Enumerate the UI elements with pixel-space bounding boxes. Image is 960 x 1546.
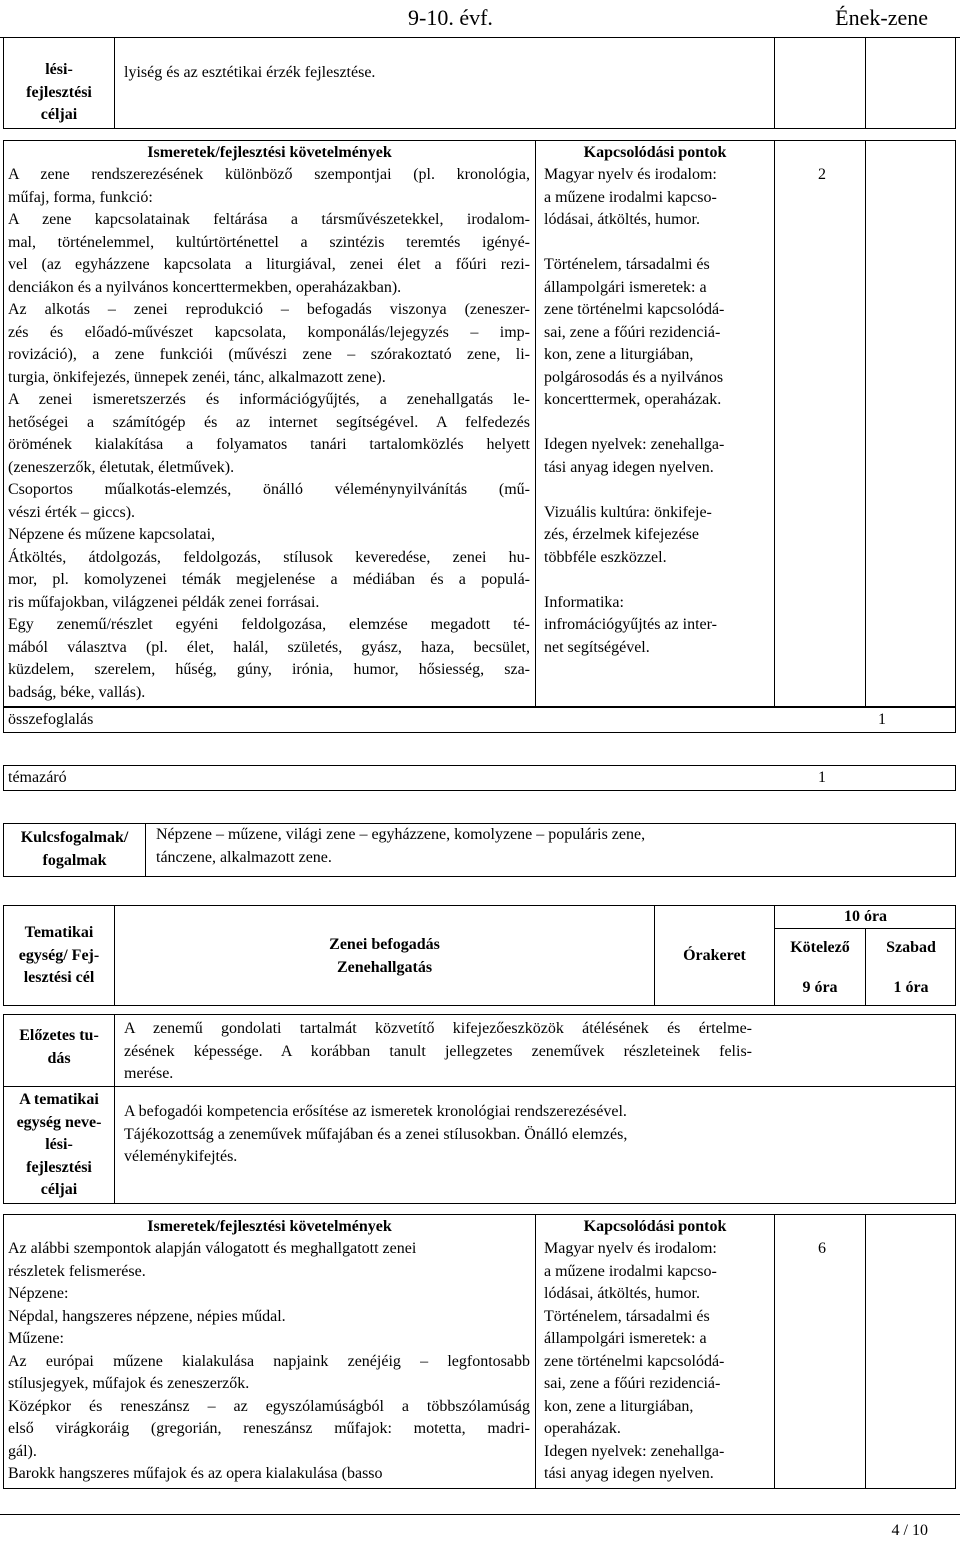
summary-hours: 1	[878, 711, 886, 728]
subject-label: Ének-zene	[835, 5, 928, 30]
mandatory-hours: 9 óra	[802, 979, 838, 996]
mandatory-label: Kötelező	[790, 939, 850, 956]
prior-knowledge-text: A zenemű gondolati tartalmát közvetítő kifejezőeszközök átélésének és értelme- zésének képessége. A korábban tanult jellegzetes zeneművek részleteinek felis- merése.	[124, 1020, 752, 1082]
unit-goals-label: A tematikai egység neve- lési- fejlesztési céljai	[16, 1091, 102, 1198]
keywords-text: Népzene – műzene, világi zene – egyházzene, komolyzene – populáris zene, tánczene, alkalmazott zene.	[156, 826, 646, 866]
prior-knowledge-label: Előzetes tu- dás	[19, 1027, 99, 1067]
grade-label: 9-10. évf.	[408, 5, 493, 30]
links-column-header: Kapcsolódási pontok	[583, 144, 727, 161]
links-text: Magyar nyelv és irodalom: a műzene irodalmi kapcso- lódásai, átköltés, humor. Történelem, társadalmi és állampolgári ismeretek: a zene történelmi kapcsolódá- sai, zene a főúri rezidenciá- kon, zene a liturgiában, polgárosodás és a nyilvános koncerttermek, operaházak. Idegen nyelvek: zenehallga- tási anyag idegen nyelven. Vizuális kultúra: önkifeje- zés, érzelmek kifejezése többféle eszközzel. Informatika: infromációgyűjtés az inter- net segítségével.	[544, 166, 725, 656]
goals-text: lyiség és az esztétikai érzék fejlesztése.	[124, 64, 376, 81]
requirements-column-header: Ismeretek/fejlesztési követelmények	[147, 144, 392, 161]
hour-frame-label: Órakeret	[683, 947, 746, 964]
section-hours: 2	[818, 166, 826, 183]
unit-goals-text: A befogadói kompetencia erősítése az ismeretek kronológiai rendszerezésével. Tájékozottság a zeneművek műfajában és a zenei stílusokban. Önálló elemzés, véleménykifejtés.	[124, 1103, 628, 1165]
free-hours: 1 óra	[893, 979, 929, 996]
links-text-2: Magyar nyelv és irodalom: a műzene irodalmi kapcso- lódásai, átköltés, humor. Történelem, társadalmi és állampolgári ismeretek: a zene történelmi kapcsolódá- sai, zene a főúri rezidenciá- kon, zene a liturgiában, operaházak. Idegen nyelvek: zenehallga- tási anyag idegen nyelven.	[544, 1240, 725, 1482]
free-label: Szabad	[886, 939, 936, 956]
goals-label: lési- fejlesztési céljai	[26, 61, 92, 123]
unit-title: Zenei befogadás Zenehallgatás	[329, 936, 440, 976]
total-hours: 10 óra	[843, 908, 888, 925]
theme-close-label: témazáró	[8, 769, 67, 786]
theme-close-hours: 1	[818, 769, 826, 786]
page-number: 4 / 10	[891, 1522, 928, 1539]
unit-label: Tematikai egység/ Fej- lesztési cél	[18, 924, 100, 986]
summary-label: összefoglalás	[8, 711, 94, 728]
footer-rule	[0, 1514, 960, 1515]
links-column-header-2: Kapcsolódási pontok	[583, 1218, 727, 1235]
keywords-label: Kulcsfogalmak/ fogalmak	[20, 829, 129, 869]
section-hours-2: 6	[818, 1240, 826, 1257]
requirements-text-2: Az alábbi szempontok alapján válogatott és meghallgatott zenei részletek felismerése. Népzene: Népdal, hangszeres népzene, népies műdal. Műzene: Az európai műzene kialakulása napjaink zenéjéig – legfontosabb stílusjegyek, műfajok és zeneszerzők. Középkor és reneszánsz – az egyszólamúságból a többszólamúság első virágkoráig (gregorián, reneszánsz műfajok: motetta, madri- gál). Barokk hangszeres műfajok és az opera kialakulása (basso	[8, 1240, 530, 1482]
requirements-column-header-2: Ismeretek/fejlesztési követelmények	[147, 1218, 392, 1235]
requirements-text: A zene rendszerezésének különböző szempontjai (pl. kronológia, műfaj, forma, funkció: A zene kapcsolatainak feltárása a társművészetekkel, irodalom- mal, történelemmel, kultúrtörténettel a szintézis teremtés igényé- vel (az egyházzene kapcsolata a liturgiával, zenei élet a főúri rezi- denciákon és a nyilvános koncerttermekben, operaházakban). Az alkotás – zenei reprodukció – befogadás viszonya (zeneszer- zés és előadó-művészet kapcsolata, komponálás/lejegyzés – imp- rovizáció), a zene funkciói (művészi zene – szórakoztató zene, li- turgia, önkifejezés, ünnepek zenéi, tánc, alkalmazott zene). A zenei ismeretszerzés és információgyűjtés, a zenehallgatás le- hetőségei a számítógép és az internet segítségével. A felfedezés örömének kialakítása a folyamatos tanári tartalomközlés helyett (zeneszerzők, életutak, életművek). Csoportos műalkotás-elemzés, önálló véleménynyilvánítás (mű- vészi érték – giccs). Népzene és műzene kapcsolatai, Átköltés, átdolgozás, feldolgozás, stílusok keveredése, zenei hu- mor, pl. komolyzenei témák megjelenése a médiában és a populá- ris műfajokban, világzenei példák zenei forrásai. Egy zenemű/részlet egyéni feldolgozása, elemzése megadott té- mából választva (pl. élet, halál, születés, gyász, haza, becsület, küzdelem, szerelem, hűség, gúny, irónia, humor, hősiesség, sza- badság, béke, vallás).	[8, 166, 530, 701]
